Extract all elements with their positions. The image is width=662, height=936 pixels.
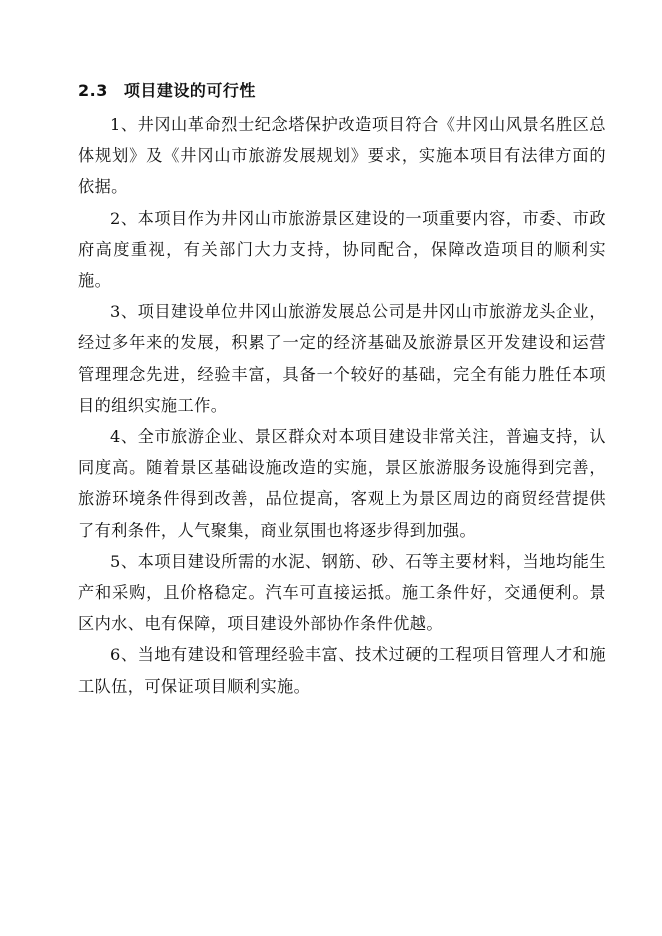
paragraph-5: 5、本项目建设所需的水泥、钢筋、砂、石等主要材料，当地均能生产和采购，且价格稳定。汽车可直接运抵。施工条件好，交通便利。景区内水、电有保障，项目建设外部协作条件优越。 xyxy=(78,551,606,634)
paragraph-1: 1、井冈山革命烈士纪念塔保护改造项目符合《井冈山风景名胜区总体规划》及《井冈山市旅游发展规划》要求，实施本项目有法律方面的依据。 xyxy=(78,115,606,197)
paragraph-4: 4、全市旅游企业、景区群众对本项目建设非常关注，普遍支持，认同度高。随着景区基础设施改造的实施，景区旅游服务设施得到完善，旅游环境条件得到改善，品位提高，客观上为景区周边的商贸经营提供了有利条件，人气聚集，商业氛围也将逐步得到加强。 xyxy=(78,427,606,540)
paragraph-3: 3、项目建设单位井冈山旅游发展总公司是井冈山市旅游龙头企业，经过多年来的发展，积累了一定的经济基础及旅游景区开发建设和运营管理理念先进，经验丰富，具备一个较好的基础，完全有能力胜任本项目的组织实施工作。 xyxy=(78,302,606,415)
paragraph-2: 2、本项目作为井冈山市旅游景区建设的一项重要内容，市委、市政府高度重视，有关部门大力支持，协同配合，保障改造项目的顺利实施。 xyxy=(78,208,606,291)
section-number: 2.3 xyxy=(78,81,108,100)
section-title: 项目建设的可行性 xyxy=(123,81,256,100)
section-heading xyxy=(78,80,256,102)
paragraph-6: 6、当地有建设和管理经验丰富、技术过硬的工程项目管理人才和施工队伍，可保证项目顺利实施。 xyxy=(78,645,606,696)
section-body xyxy=(78,109,606,702)
